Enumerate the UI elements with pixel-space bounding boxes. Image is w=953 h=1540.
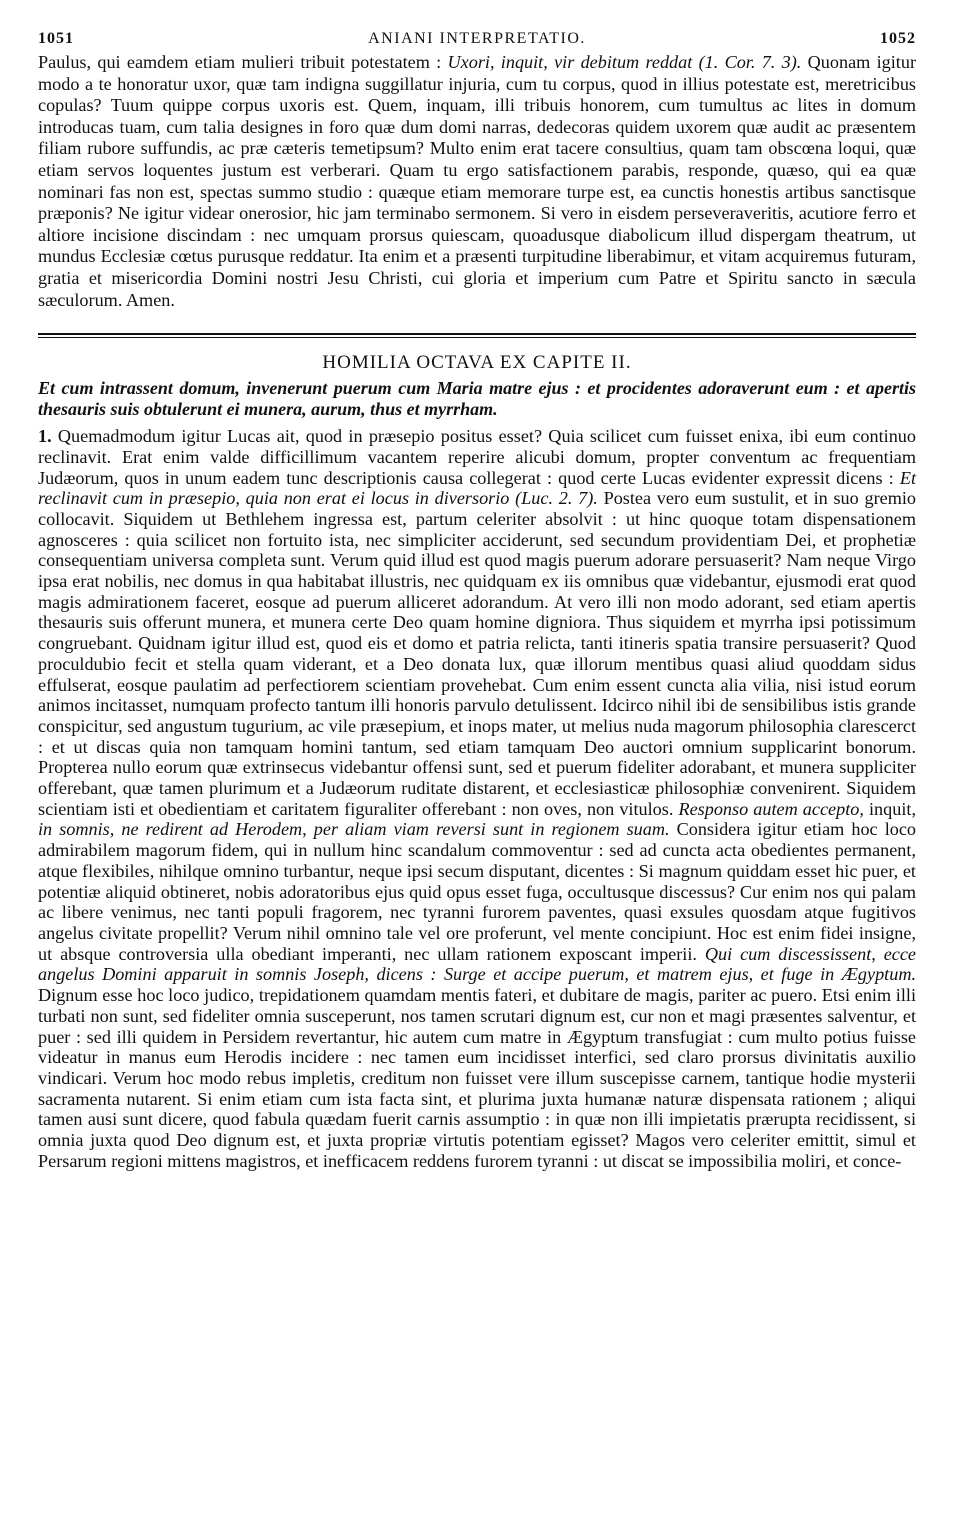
scripture-quote: in somnis, ne redirent ad Herodem, per aliam viam reversi sunt in regionem suam. [38, 819, 670, 840]
divider-thin [38, 337, 916, 338]
section-number: 1. [38, 426, 52, 447]
body-segment: inquit, [863, 798, 916, 819]
running-title: ANIANI INTERPRETATIO. [368, 30, 586, 47]
paragraph-segment: Quonam igitur modo a te honoratur uxor, quæ tam indigna suggillatur injuria, cum tu corpus, quod in illius potestate est, meretricibus copulas? Tuum quippe corpus uxoris est. Quem, inquam, illi tribuis honorem, cum tumultus ac lites in domum introducas tuam, cum talia designes in foro quæ dum domi narras, dedecoras quidem uxorem quæ audit ac præsentem filiam rubore suffundis, ac præ cæteris temetipsum? Multo enim erat tacere consultius, quam tam obscœna loqui, quæ etiam servos loquentes justum est verberari. Quam tu ergo satisfactionem parabis, responde, quæso, qui ea quæ nominari fas non est, spectas summo studio : quæque etiam memorare turpe est, ea cunctis honestis artibus sanctisque præponis? Ne igitur videar onerosior, hic jam terminabo sermonem. Si vero in eisdem perseveraveritis, acutiore ferro et altiore incisione discindam : nec umquam prorsus quiescam, quoadusque diabolicum illud dispergam theatrum, ut mundus Ecclesiæ cœtus purusque reddatur. Ita enim et a præsenti turpitudine liberabimur, et vitam acquiremus futuram, gratia et misericordia Domini nostri Jesu Christi, cui gloria et imperium cum Patre et Spiritu sancto in sæcula sæculorum. Amen. [38, 52, 916, 310]
homily-title: HOMILIA OCTAVA EX CAPITE II. [322, 352, 632, 374]
right-column-number: 1052 [880, 30, 916, 47]
book-page [38, 30, 916, 1171]
paragraph-segment: Paulus, qui eamdem etiam mulieri tribuit potestatem : [38, 52, 448, 72]
body-segment: Quemadmodum igitur Lucas ait, quod in præsepio positus esset? Quia scilicet cum fuisset enixa, ibi eum continuo reclinavit. Erat enim valde difficillimum vacantem reperire alicubi domum, propter conventum ac frequentiam Judæorum, quos in unum eadem tunc descriptionis causa collegerat : quod certe Lucas evidenter expressit dicens : [38, 426, 916, 488]
section-divider [38, 333, 916, 338]
closing-paragraph [38, 52, 916, 311]
scripture-quote: Et reclinavit cum in præsepio, quia non erat ei locus in diversorio (Luc. 2. 7). [38, 467, 916, 509]
scripture-quote: Qui cum discessissent, ecce angelus Domini apparuit in somnis Joseph, dicens : Surge et accipe puerum, et matrem ejus, et fuge in Ægyptum. [38, 943, 916, 985]
homily-body [38, 426, 916, 1171]
scripture-citation: Uxori, inquit, vir debitum reddat (1. Cor. 7. 3). [447, 52, 802, 72]
body-segment: Considera igitur etiam hoc loco admirabilem magorum fidem, qui in nullum hinc scandalum commoventur : sed ad cuncta acta obedientes permanent, atque flexibiles, nihilque omnino turbantur, neque ipsi secum disputant, dicentes : Si magnum quiddam esset hic puer, et potentiæ aliquid obtineret, nobis adoratoribus ejus quid opus esset fuga, occultusque discessus? Cur enim nos qui palam ac libere venimus, nec tanti populi fragorem, nec tyranni furorem paventes, quasi exsules quosdam atque fugitivos angelus civitate propellit? Verum nihil omnino tale vel ore proferunt, vel mente concipiunt. Hoc est enim fidei insigne, ut absque controversia ulla obediant imperanti, nec ullam rationem exposcant imperii. [38, 819, 917, 964]
body-segment: Dignum esse hoc loco judico, trepidationem quamdam mentis fateri, et dubitare de magis, pariter ac puero. Etsi enim illi turbati non sunt, sed fideliter omnia susceperunt, nos tamen scrutari dignum est, cur non et magi præsentes salventur, et puer : sed illi quidem in Persidem revertantur, hic autem cum matre in Ægyptum transfugiat : cum multo potius fuisse videatur in manus eum Herodis incidere : nec tamen eum incidisset interfici, sed claro prorsus divinitatis auxilio vindicari. Verum hoc modo rebus impletis, creditum non fuisset vere illum suscepisse carnem, tantique hodie mysterii sacramenta nutarent. Si enim etiam cum ista facta sint, et plurima juxta humanæ naturæ dispensata rationem ; aliqui tamen ausi sunt dicere, quod fabula quædam fuerit carnis assumptio : in quæ non illi impietatis prærupta recidissent, si omnia juxta quod Deo dignum est, et juxta propriæ virtutis potentiam egisset? Magos vero celeriter emittit, simul et Persarum regioni mittens magistros, et inefficacem reddens furorem tyranni : ut discat se impossibilia moliri, et conce- [38, 985, 916, 1171]
left-column-number: 1051 [38, 30, 74, 47]
divider-thick [38, 333, 916, 335]
running-header [38, 30, 916, 52]
gospel-verse: Et cum intrassent domum, invenerunt puerum cum Maria matre ejus : et procidentes adoraverunt eum : et apertis thesauris suis obtulerunt ei munera, aurum, thus et myrrham. [38, 378, 916, 420]
scripture-quote: Responso autem accepto, [678, 798, 864, 819]
body-segment: Postea vero eum sustulit, et in suo gremio collocavit. Siquidem ut Bethlehem ingressa est, partum celeriter absolvit : ut hinc quoque totam dispensationem agnosceres : quia scilicet non fortuito ista, nec simpliciter acciderunt, sed secundum providentiam Dei, et prophetiæ consequentiam universa completa sunt. Verum quid illud est quod magis puerum adorare persuaserit? Nam neque Virgo ipsa erat nobilis, nec domus in qua habitabat illustris, nec quidquam ex iis omnibus quæ videbantur, ejusmodi erat quod magis admirationem faceret, eosque ad puerum alliceret adorandum. At vero illi non modo adorant, sed etiam apertis thesauris suis offerunt munera, et munera certe Deo quam homine digniora. Thus siquidem et myrrha ipsi potissimum congruebant. Quidnam igitur illud est, quod eis et domo et patria relicta, tanti itineris spatia transire persuaserit? Quod proculdubio fecit et stella quam viderant, et a Deo donata lux, quæ illorum mentibus quasi aliud quoddam sidus effulserat, eosque paulatim ad perfectiorem scientiam provehebat. Cum enim essent cuncta alia vilia, nisi istud eorum animos incitasset, numquam profecto tantum illi honoris parvulo detulissent. Idcirco nihil ibi de sensibilibus istis grande conspicitur, sed angustum tugurium, ac vile præsepium, et inops mater, ut melius nuda magorum philosophia clarescerct : et ut discas quia non tamquam homini tantum, sed etiam tamquam Deo auctori omnium supplicarint bonorum. Propterea nullo eorum quæ extrinsecus videbantur offensi sunt, sed et puerum fideliter adorabant, et munera suppliciter offerebant, quæ tamen plurimum et a Judæorum ruditate distarent, et ecclesiasticæ philosophiæ convenirent. Siquidem scientiam isti et obedientiam et caritatem figuraliter offerebant : non oves, non vitulos. [38, 488, 916, 819]
